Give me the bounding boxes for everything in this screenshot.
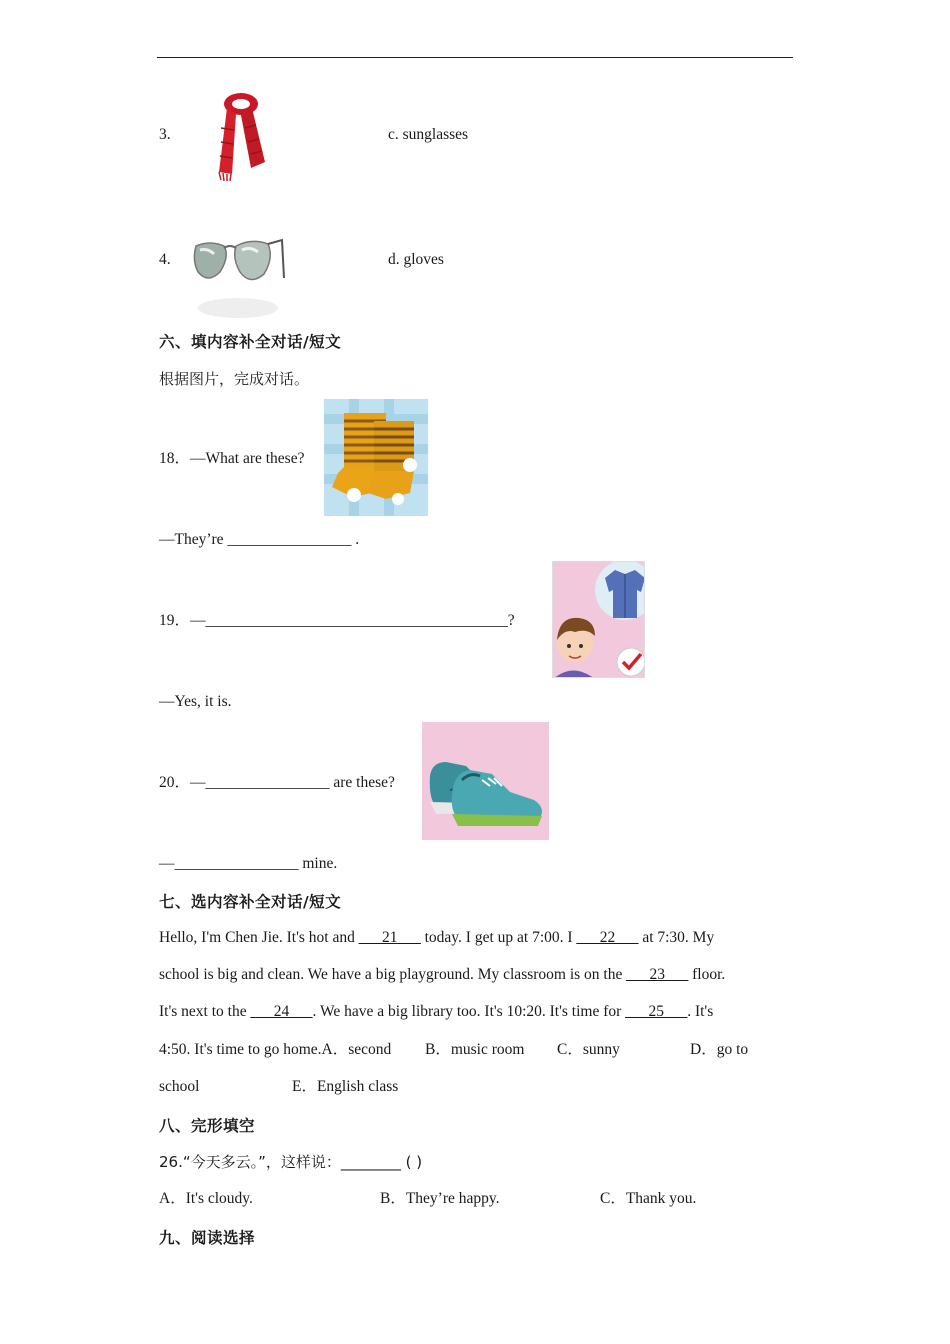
q26-option-c: C．Thank you. (600, 1190, 697, 1207)
passage-text: school is big and clean. We have a big playground. My classroom is on the (159, 966, 627, 983)
q18-question: 18．—What are these? (159, 450, 305, 467)
passage-text: It's next to the (159, 1003, 251, 1020)
q26-option-a: A．It's cloudy. (159, 1190, 253, 1207)
sunglasses-icon (190, 228, 286, 320)
passage-text: Hello, I'm Chen Jie. It's hot and (159, 929, 359, 946)
option-d: d. gloves (388, 251, 444, 268)
passage-line-3 (159, 1002, 713, 1022)
blank-21: ___21___ (358, 929, 421, 946)
q26-question: 26.“今天多云。”，这样说：________ ( ) (159, 1153, 423, 1171)
passage-text: . It's (687, 1003, 714, 1020)
q18-answer: —They’re ________________ . (159, 531, 360, 548)
blank-25: ___25___ (625, 1003, 688, 1020)
q20-question: 20．—________________ are these? (159, 774, 395, 791)
socks-icon (324, 399, 428, 516)
passage-text: at 7:30. My (638, 929, 715, 946)
q19-question: 19．—_______________________________________? (159, 612, 515, 629)
passage-text: today. I get up at 7:00. I (420, 929, 577, 946)
choice-e: E．English class (292, 1078, 399, 1095)
choice-c: C．sunny (557, 1041, 620, 1058)
passage-line-2 (159, 965, 725, 985)
red-scarf-icon (205, 88, 273, 184)
section6-title: 六、填内容补全对话/短文 (159, 333, 342, 351)
choice-d: D．go to (690, 1041, 749, 1058)
passage-line-5: school (159, 1078, 200, 1095)
passage-text: . We have a big library too. It's 10:20. It's time for (312, 1003, 626, 1020)
section6-instruction: 根据图片，完成对话。 (159, 370, 310, 388)
option-c: c. sunglasses (388, 126, 469, 143)
q19-answer: —Yes, it is. (159, 693, 232, 710)
choice-b: B．music room (425, 1041, 525, 1058)
item-number-3: 3. (159, 126, 171, 143)
item-number-4: 4. (159, 251, 171, 268)
blank-22: ___22___ (576, 929, 639, 946)
blank-23: ___23___ (626, 966, 689, 983)
sneakers-icon (422, 722, 549, 840)
header-rule (157, 57, 793, 58)
q20-answer: —________________ mine. (159, 855, 338, 872)
passage-line-4: 4:50. It's time to go home.A．second (159, 1041, 392, 1058)
section9-title: 九、阅读选择 (159, 1229, 256, 1247)
passage-line-1 (159, 928, 714, 948)
blank-24: ___24___ (250, 1003, 313, 1020)
section7-title: 七、选内容补全对话/短文 (159, 893, 342, 911)
section8-title: 八、完形填空 (159, 1117, 256, 1135)
passage-text: floor. (688, 966, 726, 983)
q26-option-b: B．They’re happy. (380, 1190, 500, 1207)
boy-shirt-icon (552, 561, 645, 678)
